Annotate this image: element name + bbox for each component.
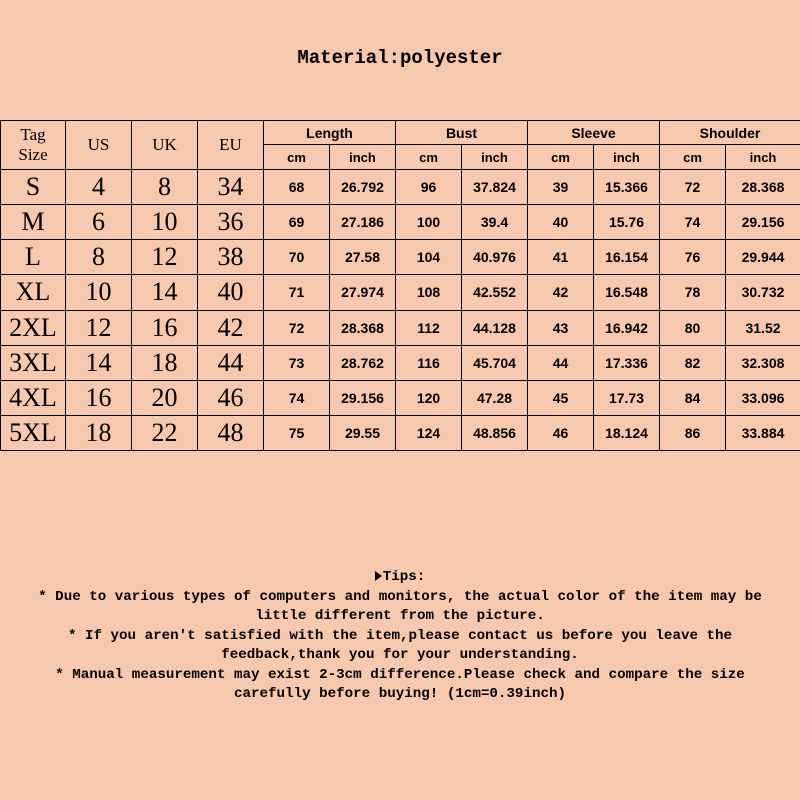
bust-cm-cell: 96	[396, 170, 462, 205]
shoulder-inch-cell: 29.944	[726, 240, 800, 275]
eu-size-cell: 46	[198, 380, 264, 415]
bust-cm-cell: 104	[396, 240, 462, 275]
table-row	[1, 170, 800, 205]
eu-size-cell: 38	[198, 240, 264, 275]
unit-header: inch	[462, 145, 528, 170]
bust-cm-cell: 112	[396, 310, 462, 345]
length-cm-cell: 69	[264, 205, 330, 240]
shoulder-inch-cell: 32.308	[726, 345, 800, 380]
uk-header: UK	[132, 121, 198, 170]
table-row	[1, 345, 800, 380]
sleeve-cm-cell: 39	[528, 170, 594, 205]
us-header: US	[66, 121, 132, 170]
sleeve-inch-cell: 16.154	[594, 240, 660, 275]
length-cm-cell: 75	[264, 415, 330, 450]
table-row	[1, 205, 800, 240]
uk-size-cell: 12	[132, 240, 198, 275]
material-title: Material:polyester	[297, 47, 503, 69]
uk-size-cell: 18	[132, 345, 198, 380]
shoulder-inch-cell: 33.096	[726, 380, 800, 415]
eu-header: EU	[198, 121, 264, 170]
tag-size-cell: XL	[1, 275, 66, 310]
unit-header: cm	[396, 145, 462, 170]
shoulder-inch-cell: 33.884	[726, 415, 800, 450]
tip-line: * Manual measurement may exist 2-3cm difference.Please check and compare the size	[55, 666, 745, 683]
sleeve-inch-cell: 15.76	[594, 205, 660, 240]
shoulder-cm-cell: 86	[660, 415, 726, 450]
uk-size-cell: 22	[132, 415, 198, 450]
us-size-cell: 16	[66, 380, 132, 415]
us-size-cell: 4	[66, 170, 132, 205]
shoulder-cm-cell: 72	[660, 170, 726, 205]
shoulder-cm-cell: 84	[660, 380, 726, 415]
sleeve-inch-cell: 18.124	[594, 415, 660, 450]
tag-size-header	[1, 121, 66, 170]
us-size-cell: 6	[66, 205, 132, 240]
length-inch-cell: 28.762	[330, 345, 396, 380]
table-row	[1, 310, 800, 345]
bust-inch-cell: 47.28	[462, 380, 528, 415]
length-cm-cell: 72	[264, 310, 330, 345]
bust-inch-cell: 48.856	[462, 415, 528, 450]
us-size-cell: 12	[66, 310, 132, 345]
tip-line: little different from the picture.	[255, 608, 545, 624]
unit-header: inch	[594, 145, 660, 170]
uk-size-cell: 14	[132, 275, 198, 310]
tag-size-header-line1: Tag	[20, 125, 46, 144]
bust-inch-cell: 45.704	[462, 345, 528, 380]
bust-cm-cell: 108	[396, 275, 462, 310]
sleeve-inch-cell: 16.942	[594, 310, 660, 345]
tag-size-header-line2: Size	[18, 145, 48, 164]
eu-size-cell: 42	[198, 310, 264, 345]
eu-size-cell: 40	[198, 275, 264, 310]
length-cm-cell: 68	[264, 170, 330, 205]
table-row	[1, 380, 800, 415]
sleeve-inch-cell: 17.73	[594, 380, 660, 415]
length-cm-cell: 73	[264, 345, 330, 380]
unit-header: cm	[660, 145, 726, 170]
length-cm-cell: 71	[264, 275, 330, 310]
table-row	[1, 240, 800, 275]
shoulder-cm-cell: 76	[660, 240, 726, 275]
tip-line: * Due to various types of computers and monitors, the actual color of the item may be	[38, 588, 762, 605]
tag-size-cell: 4XL	[1, 380, 66, 415]
length-header: Length	[264, 121, 396, 145]
us-size-cell: 10	[66, 275, 132, 310]
length-inch-cell: 27.58	[330, 240, 396, 275]
sleeve-header: Sleeve	[528, 121, 660, 145]
unit-header: inch	[330, 145, 396, 170]
tag-size-cell: 5XL	[1, 415, 66, 450]
eu-size-cell: 44	[198, 345, 264, 380]
us-size-cell: 18	[66, 415, 132, 450]
length-inch-cell: 27.186	[330, 205, 396, 240]
length-inch-cell: 26.792	[330, 170, 396, 205]
sleeve-cm-cell: 46	[528, 415, 594, 450]
eu-size-cell: 34	[198, 170, 264, 205]
bust-inch-cell: 44.128	[462, 310, 528, 345]
shoulder-cm-cell: 80	[660, 310, 726, 345]
bust-cm-cell: 120	[396, 380, 462, 415]
shoulder-cm-cell: 82	[660, 345, 726, 380]
sleeve-inch-cell: 16.548	[594, 275, 660, 310]
length-cm-cell: 70	[264, 240, 330, 275]
table-row	[1, 415, 800, 450]
sleeve-cm-cell: 45	[528, 380, 594, 415]
tag-size-cell: M	[1, 205, 66, 240]
length-inch-cell: 28.368	[330, 310, 396, 345]
tips-heading: Tips:	[382, 569, 426, 585]
shoulder-inch-cell: 30.732	[726, 275, 800, 310]
unit-header: cm	[264, 145, 330, 170]
us-size-cell: 14	[66, 345, 132, 380]
tip-line: * If you aren't satisfied with the item,please contact us before you leave the	[67, 627, 733, 644]
bust-header: Bust	[396, 121, 528, 145]
shoulder-inch-cell: 28.368	[726, 170, 800, 205]
bust-inch-cell: 42.552	[462, 275, 528, 310]
sleeve-cm-cell: 43	[528, 310, 594, 345]
tag-size-cell: 3XL	[1, 345, 66, 380]
tips-section	[0, 568, 800, 705]
length-cm-cell: 74	[264, 380, 330, 415]
triangle-right-icon	[375, 571, 382, 581]
uk-size-cell: 8	[132, 170, 198, 205]
size-chart-table	[0, 120, 800, 451]
sleeve-cm-cell: 44	[528, 345, 594, 380]
bust-inch-cell: 40.976	[462, 240, 528, 275]
sleeve-inch-cell: 15.366	[594, 170, 660, 205]
bust-cm-cell: 124	[396, 415, 462, 450]
sleeve-cm-cell: 41	[528, 240, 594, 275]
tip-line: feedback,thank you for your understanding.	[221, 647, 579, 663]
uk-size-cell: 20	[132, 380, 198, 415]
length-inch-cell: 27.974	[330, 275, 396, 310]
shoulder-cm-cell: 78	[660, 275, 726, 310]
size-chart-body	[1, 170, 800, 451]
sleeve-cm-cell: 40	[528, 205, 594, 240]
unit-header: cm	[528, 145, 594, 170]
bust-inch-cell: 37.824	[462, 170, 528, 205]
tips-heading-line	[0, 568, 800, 588]
unit-header: inch	[726, 145, 800, 170]
uk-size-cell: 16	[132, 310, 198, 345]
tag-size-cell: S	[1, 170, 66, 205]
shoulder-inch-cell: 31.52	[726, 310, 800, 345]
uk-size-cell: 10	[132, 205, 198, 240]
shoulder-cm-cell: 74	[660, 205, 726, 240]
length-inch-cell: 29.55	[330, 415, 396, 450]
eu-size-cell: 48	[198, 415, 264, 450]
bust-cm-cell: 116	[396, 345, 462, 380]
length-inch-cell: 29.156	[330, 380, 396, 415]
sleeve-cm-cell: 42	[528, 275, 594, 310]
eu-size-cell: 36	[198, 205, 264, 240]
bust-cm-cell: 100	[396, 205, 462, 240]
bust-inch-cell: 39.4	[462, 205, 528, 240]
us-size-cell: 8	[66, 240, 132, 275]
table-row	[1, 275, 800, 310]
shoulder-header: Shoulder	[660, 121, 800, 145]
sleeve-inch-cell: 17.336	[594, 345, 660, 380]
tip-line: carefully before buying! (1cm=0.39inch)	[233, 686, 567, 702]
tag-size-cell: L	[1, 240, 66, 275]
shoulder-inch-cell: 29.156	[726, 205, 800, 240]
tag-size-cell: 2XL	[1, 310, 66, 345]
